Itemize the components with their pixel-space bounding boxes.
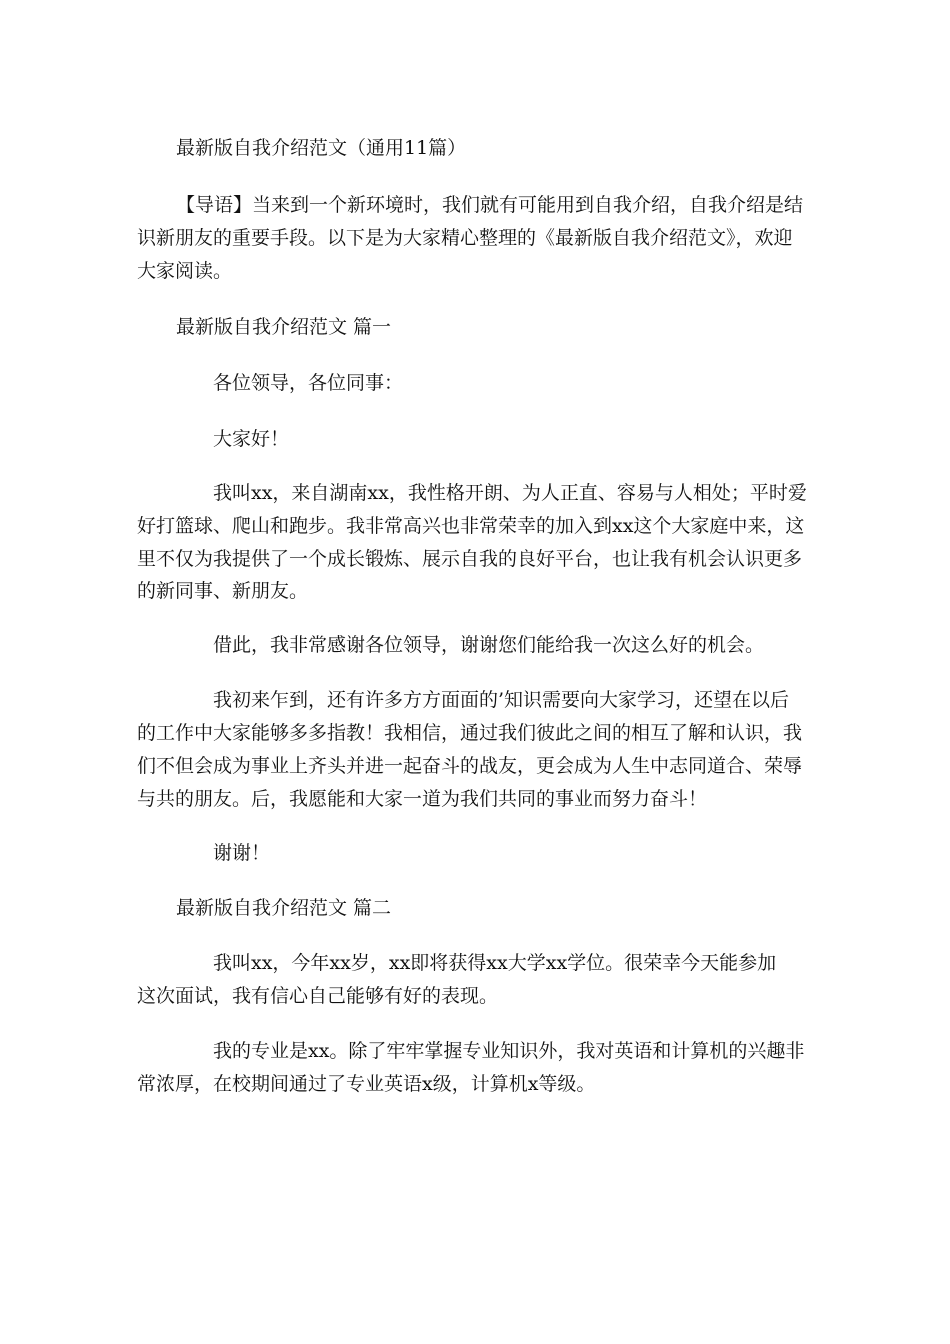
paragraph-line: 我的专业是xx。除了牢牢掌握专业知识外，我对英语和计算机的兴趣非: [213, 1040, 805, 1062]
paragraph-line: 我叫xx，来自湖南xx，我性格开朗、为人正直、容易与人相处；平时爱: [213, 482, 807, 504]
intro-line: 识新朋友的重要手段。以下是为大家精心整理的《最新版自我介绍范文》，欢迎: [137, 227, 793, 249]
closing: 谢谢！: [213, 842, 271, 864]
paragraph-line: 好打篮球、爬山和跑步。我非常高兴也非常荣幸的加入到xx这个大家庭中来，这: [137, 515, 805, 537]
paragraph-line: 我叫xx，今年xx岁，xx即将获得xx大学xx学位。很荣幸今天能参加: [213, 952, 777, 974]
paragraph-line: 常浓厚，在校期间通过了专业英语x级，计算机x等级。: [137, 1073, 596, 1095]
paragraph-line: 的新同事、新朋友。: [137, 580, 309, 602]
document-title: 最新版自我介绍范文（通用11篇）: [176, 137, 467, 159]
paragraph-line: 这次面试，我有信心自己能够有好的表现。: [137, 985, 499, 1007]
paragraph-line: 里不仅为我提供了一个成长锻炼、展示自我的良好平台，也让我有机会认识更多: [137, 548, 803, 570]
intro-line: 大家阅读。: [137, 260, 233, 282]
section-heading-2: 最新版自我介绍范文 篇二: [176, 897, 392, 919]
intro-line: 【导语】当来到一个新环境时，我们就有可能用到自我介绍，自我介绍是结: [176, 194, 804, 216]
paragraph-line: 们不但会成为事业上齐头并进一起奋斗的战友，更会成为人生中志同道合、荣辱: [137, 755, 803, 777]
paragraph-line: 的工作中大家能够多多指教！我相信，通过我们彼此之间的相互了解和认识，我: [137, 722, 803, 744]
paragraph-line: 与共的朋友。后，我愿能和大家一道为我们共同的事业而努力奋斗！: [137, 788, 708, 810]
greeting: 大家好！: [213, 428, 290, 450]
paragraph-line: 我初来乍到，还有许多方方面面的’知识需要向大家学习，还望在以后: [213, 689, 790, 711]
section-heading-1: 最新版自我介绍范文 篇一: [176, 316, 392, 338]
salutation: 各位领导，各位同事：: [213, 372, 404, 394]
paragraph-line: 借此，我非常感谢各位领导，谢谢您们能给我一次这么好的机会。: [213, 634, 765, 656]
